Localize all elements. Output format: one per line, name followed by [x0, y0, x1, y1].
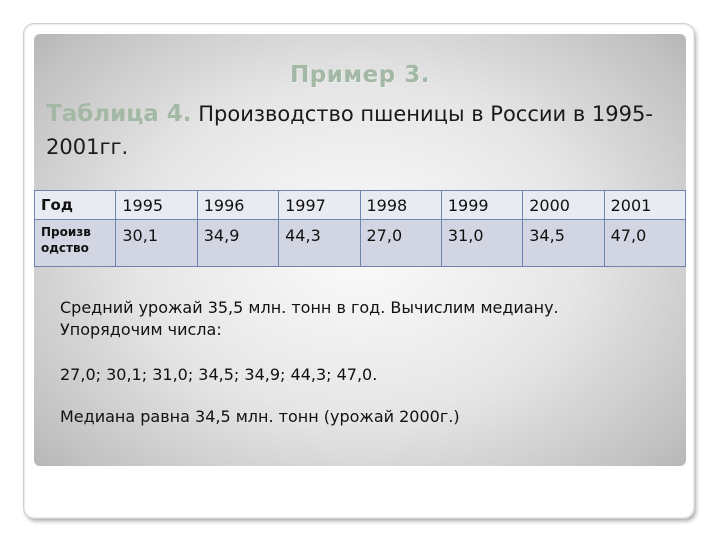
table-cell: 1999 — [441, 191, 522, 220]
table-cell: 2000 — [523, 191, 604, 220]
table-cell: 1997 — [279, 191, 360, 220]
table-label: Таблица 4. — [46, 101, 192, 127]
table-cell: 44,3 — [279, 220, 360, 267]
table-cell: 34,9 — [197, 220, 278, 267]
table-cell: 30,1 — [116, 220, 197, 267]
table-cell: 2001 — [604, 191, 685, 220]
table-cell: 1998 — [360, 191, 441, 220]
table-cell: 31,0 — [441, 220, 522, 267]
slide-heading — [46, 98, 686, 164]
table-cell: 1996 — [197, 191, 278, 220]
table-header-row — [35, 191, 686, 220]
table-cell: 34,5 — [523, 220, 604, 267]
paragraph-sort: Упорядочим числа: — [60, 320, 222, 339]
table-cell: Произв одство — [35, 220, 116, 267]
table-cell: 47,0 — [604, 220, 685, 267]
paragraph-median: Медиана равна 34,5 млн. тонн (урожай 2000г.) — [60, 407, 460, 426]
heading-text: Производство пшеницы в России в 1995-2001гг. — [46, 102, 653, 159]
slide-subtitle: Пример 3. — [290, 62, 430, 88]
wheat-production-table — [34, 190, 686, 267]
table-row — [35, 220, 686, 267]
table-cell: 1995 — [116, 191, 197, 220]
table-cell: Год — [35, 191, 116, 220]
paragraph-mean: Средний урожай 35,5 млн. тонн в год. Вычислим медиану. — [60, 298, 559, 317]
table-cell: 27,0 — [360, 220, 441, 267]
paragraph-sorted-values: 27,0; 30,1; 31,0; 34,5; 34,9; 44,3; 47,0. — [60, 365, 378, 384]
